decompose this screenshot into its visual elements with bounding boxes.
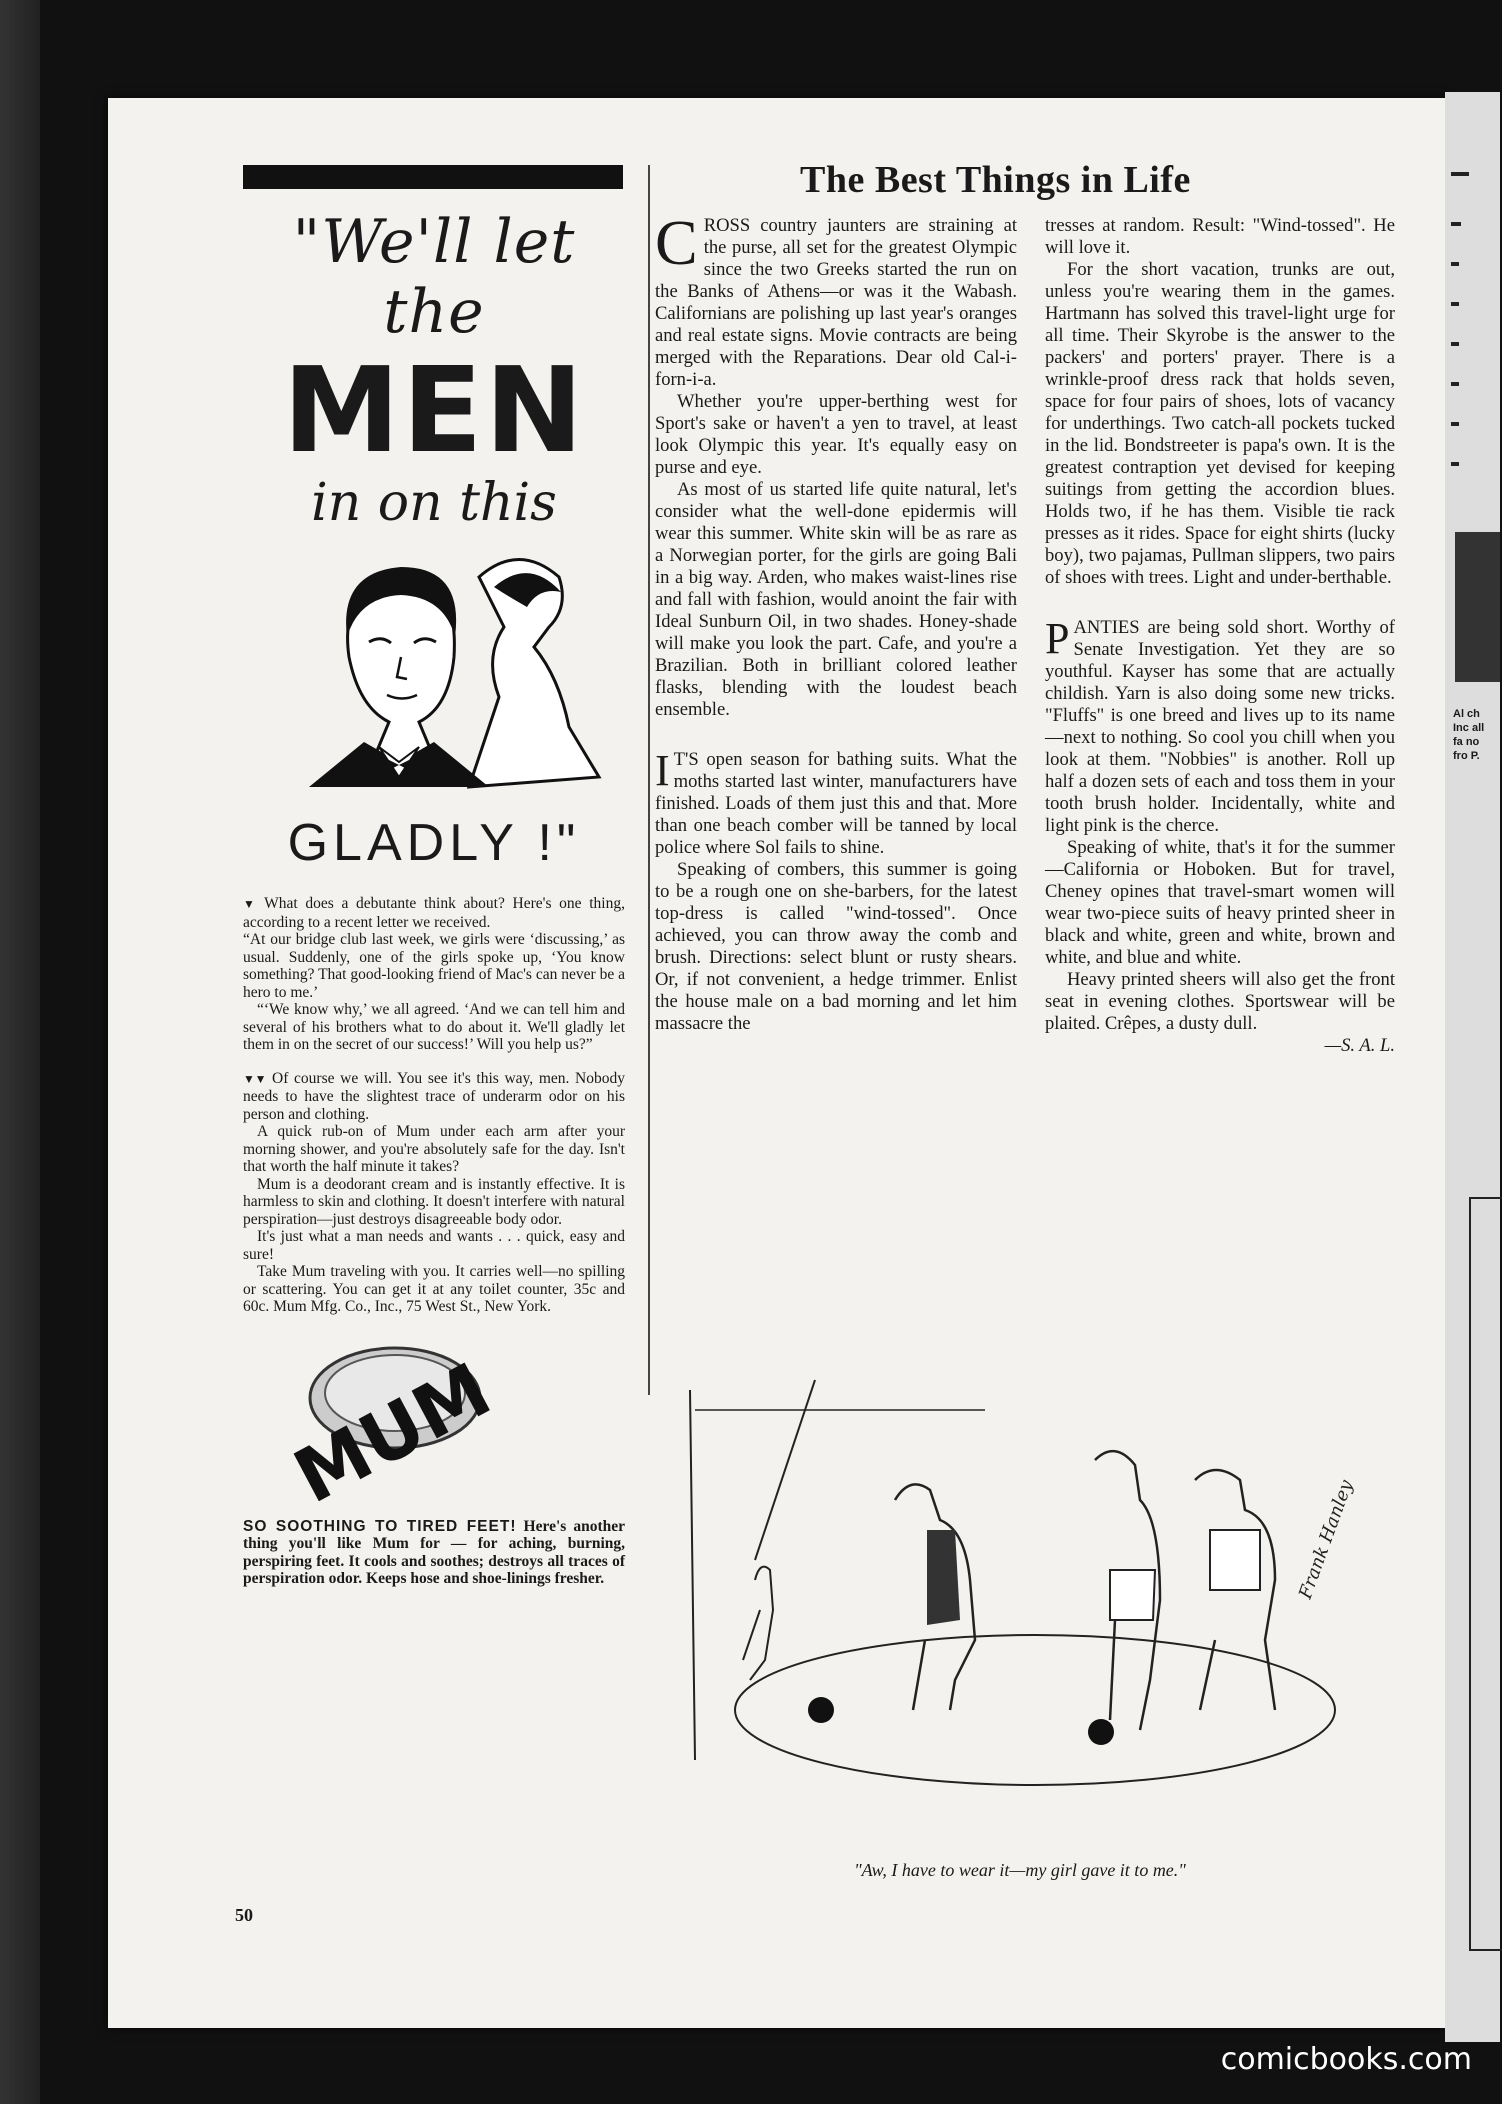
article-column-1 (655, 207, 1017, 1035)
triangle-icon: ▼▼ (243, 1071, 267, 1086)
ad-reply-5: Take Mum traveling with you. It carries well—no spilling or scattering. You can get it at any toilet counter, 35c and 60c. Mum Mfg. Co., Inc., 75 West St., New York. (243, 1263, 625, 1315)
paragraph: tresses at random. Result: "Wind-tossed". He will love it. (1045, 215, 1395, 258)
paragraph: As most of us started life quite natural, let's consider what the well-done epidermis will wear this summer. White skin will be as rare as a Norwegian porter, for the girls are going Bali in a big way. Arden, who makes waist-lines rise and fall with fashion, would anoint the fair with Ideal Sunburn Oil, in two shades. Honey-shade will make you look the part. Cafe, and you're a Brazilian. Both in brilliant colored leather flasks, blending with the loudest beach ensemble. (655, 479, 1017, 720)
paragraph: T'S open season for bathing suits. What the moths started last winter, manufacturers have finished. Loads of them just this and that. More than one beach comber will be tanned by local police where Sol fails to shine. (655, 749, 1017, 858)
paragraph: ROSS country jaunters are straining at the purse, all set for the greatest Olympic since the two Greeks started the run on the Banks of Athens—or was it the Wabash. Californians are polishing up last year's oranges and real estate signs. Movie contracts are being merged with the Reparations. Dear old Cal-i-forn-i-a. (655, 215, 1017, 390)
athletes-cartoon (655, 1380, 1385, 1800)
ad-quote-1: “At our bridge club last week, we girls were ‘discussing,’ as usual. Suddenly, one of the girls spoke up, ‘You know something? That good-looking friend of Mac's can never be a hero to me.’ (243, 931, 625, 1001)
ad-gladly-text: GLADLY !" (287, 814, 581, 872)
ad-reply-1: Of course we will. You see it's this way, men. Nobody needs to have the slightest trace of underarm odor on his person and clothing. (243, 1069, 625, 1123)
cartoon-caption: "Aw, I have to wear it—my girl gave it to me." (854, 1860, 1186, 1880)
paragraph: Speaking of white, that's it for the summer—California or Hoboken. But for travel, Cheney opines that travel-smart women will wear two-piece suits of heavy printed sheer in black and white, green and white, brown and white, and blue and white. (1045, 837, 1395, 968)
photo-fragment (1455, 532, 1500, 682)
page-number: 50 (235, 1905, 253, 1925)
ad-headline-script2: in on this (311, 473, 557, 533)
ad-top-bar (243, 165, 623, 189)
ad-quote-2: “‘We know why,’ we all agreed. ‘And we can tell him and several of his brothers what to do about it. We'll gladly let them in on the secret of our success!’ Will you help us?” (243, 1001, 625, 1053)
mum-brand-text: MUM (280, 1346, 505, 1520)
cartoonist-signature: Frank Hanley (1294, 1477, 1358, 1602)
ad-body-copy (243, 895, 625, 1316)
adjacent-page-fragment (1445, 92, 1500, 2042)
paragraph: Heavy printed sheers will also get the front seat in evening clothes. Sportswear will be plaited. Crêpes, a dusty dull. (1045, 969, 1395, 1034)
article-title: The Best Things in Life (800, 159, 1191, 201)
ad-reply-4: It's just what a man needs and wants . . . quick, easy and sure! (243, 1228, 625, 1263)
paragraph: ANTIES are being sold short. Worthy of Senate Investigation. Yet they are so youthful. Kayser has some that are actually childish. Yarn is also doing some new tricks. "Fluffs" is one breed and lives up to its name—next to nothing. So cool you chill when you look at them. "Nobbies" is another. Roll up half a dozen sets of each and toss them in your tooth brush holder. Incidentally, white and light pink is the cherce. (1045, 617, 1395, 836)
fragment-text: Al ch Inc all fa no fro P. (1453, 708, 1485, 762)
paragraph: For the short vacation, trunks are out, unless you're wearing them in the games. Hartmann has solved this travel-light urge for all time. Their Skyrobe is the answer to the packers' and porters' prayer. There is a wrinkle-proof dress rack that holds seven, space for four pairs of shoes, lots of vacancy for underthings. Two catch-all pockets tucked in the lid. Bondstreeter is papa's own. It is the greatest contraption yet devised for keeping suitings from getting the accordion blues. Holds two, if he has them. Visible tie rack presses as it rides. Space for eight shirts (lucky boy), two pajamas, Pullman slippers, two pairs of shoes with trees. Light and under-berthable. (1045, 259, 1395, 588)
triangle-icon: ▼ (243, 897, 257, 911)
ad-intro: What does a debutante think about? Here's one thing, according to a recent letter we received. (243, 895, 625, 931)
drop-cap: P (1045, 614, 1070, 663)
ad-headline-script: "We'll let the (292, 207, 576, 347)
ad-reply-2: A quick rub-on of Mum under each arm after your morning shower, and you're absolutely safe for the day. Isn't that worth the half minute it takes? (243, 1123, 625, 1175)
paragraph: Speaking of combers, this summer is going to be a rough one on she-barbers, for the latest top-dress is called "wind-tossed". Once achieved, you can throw away the comb and brush. Directions: select blunt or rusty shears. Or, if not convenient, a hedge trimmer. Enlist the house male on a bad morning and let him massacre the (655, 859, 1017, 1034)
mum-advertisement (243, 165, 625, 1588)
man-and-woman-illustration (269, 547, 599, 787)
scan-edge (0, 0, 40, 2104)
box-fragment (1469, 1197, 1502, 1951)
author-signature: —S. A. L. (1324, 1035, 1395, 1056)
mum-jar-logo (280, 1338, 505, 1520)
ad-footer-text: Here's another thing you'll like Mum for — for aching, burning, perspiring feet. It cools and soothes; destroys all traces of perspiration odor. Keeps hose and shoe-linings fresher. (243, 1517, 626, 1587)
article-column-2 (1045, 215, 1395, 1057)
ad-footer-caps: SO SOOTHING TO TIRED FEET! (243, 1517, 517, 1535)
drop-cap: I (655, 746, 670, 795)
ad-footer (243, 1518, 625, 1588)
watermark: comicbooks.com (1220, 2042, 1472, 2077)
column-divider (648, 165, 650, 1395)
ad-reply-3: Mum is a deodorant cream and is instantly effective. It is harmless to skin and clothing. It doesn't interfere with natural perspiration—just destroys disagreeable body odor. (243, 1175, 625, 1228)
drop-cap: C (655, 207, 698, 278)
ad-headline-men: MEN (282, 341, 586, 479)
paragraph: Whether you're upper-berthing west for Sport's sake or haven't a yen to travel, at least look Olympic this year. It's equally easy on purse and eye. (655, 391, 1017, 478)
